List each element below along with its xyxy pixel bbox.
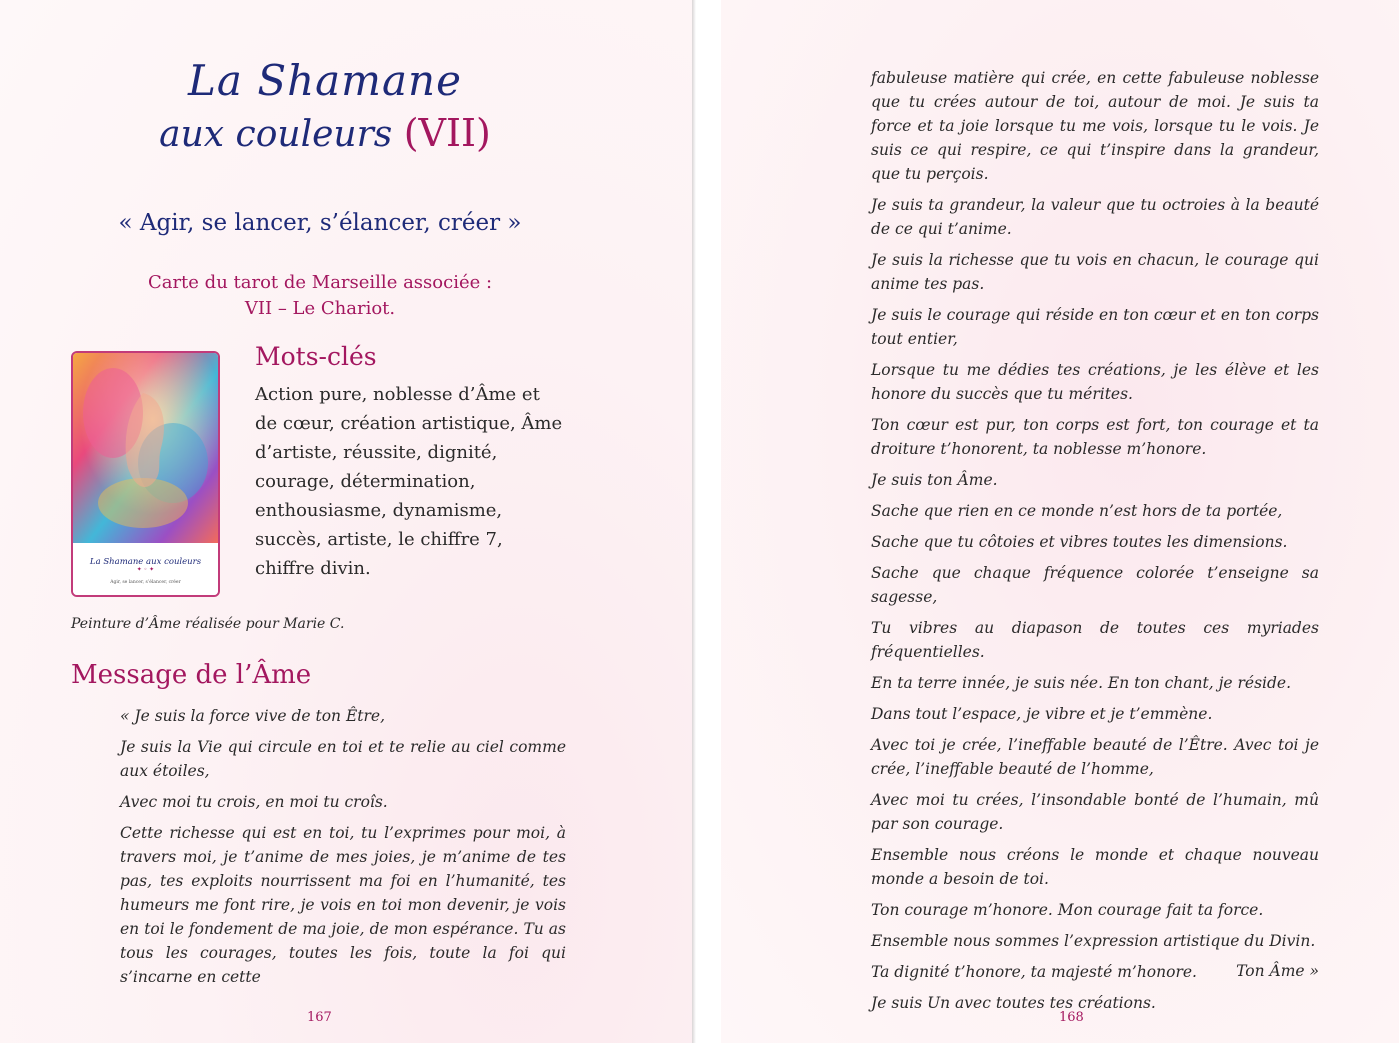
message-paragraph: Ta dignité t’honore, ta majesté m’honore.: [871, 963, 1197, 981]
message-paragraph: Lorsque tu me dédies tes créations, je les élève et les honore du succès que tu mérites.: [871, 361, 1319, 403]
message-paragraph: Sache que chaque fréquence colorée t’enseigne sa sagesse,: [871, 564, 1319, 606]
message-paragraph: « Je suis la force vive de ton Être,: [120, 707, 385, 725]
signature: Ton Âme »: [1236, 962, 1319, 980]
message-paragraph: Je suis la Vie qui circule en toi et te relie au ciel comme aux étoiles,: [120, 738, 566, 780]
svg-text:✦ ◦ ✦: ✦ ◦ ✦: [136, 566, 155, 573]
painting-caption: Peinture d’Âme réalisée pour Marie C.: [71, 616, 345, 632]
message-paragraph: Avec toi je crée, l’ineffable beauté de l’Être. Avec toi je crée, l’ineffable beauté de l’homme,: [871, 736, 1319, 778]
message-paragraph: Tu vibres au diapason de toutes ces myriades fréquentielles.: [871, 619, 1319, 661]
motto: « Agir, se lancer, s’élancer, créer »: [118, 210, 522, 236]
message-paragraph: Je suis la richesse que tu vois en chacun, le courage qui anime tes pas.: [871, 251, 1319, 293]
message-text-right: [871, 66, 1319, 1022]
message-paragraph: Je suis Un avec toutes tes créations.: [871, 994, 1156, 1012]
keywords-title: Mots-clés: [255, 342, 377, 371]
message-paragraph: Sache que tu côtoies et vibres toutes les dimensions.: [871, 533, 1288, 551]
message-title: Message de l’Âme: [71, 660, 312, 690]
tarot-association: [0, 270, 640, 322]
title-script: aux couleurs: [159, 114, 393, 155]
keywords-text: Action pure, noblesse d’Âme et de cœur, création artistique, Âme d’artiste, réussite, dignité, courage, détermination, enthousiasme, dynamisme, succès, artiste, le chiffre 7, chiffre divin.: [255, 384, 563, 579]
card-painting: [73, 353, 218, 595]
card-subtitle: Agir, se lancer, s’élancer, créer: [110, 580, 181, 585]
message-paragraph: Ton courage m’honore. Mon courage fait ta force.: [871, 901, 1264, 919]
left-page: [0, 0, 692, 1043]
message-paragraph: Je suis ta grandeur, la valeur que tu octroies à la beauté de ce qui t’anime.: [871, 196, 1319, 238]
message-paragraph: Ensemble nous créons le monde et chaque nouveau monde a besoin de toi.: [871, 846, 1319, 888]
card-title: La Shamane aux couleurs: [89, 557, 202, 567]
message-paragraph: Ton cœur est pur, ton corps est fort, ton courage et ta droiture t’honorent, ta noblesse m’honore.: [871, 416, 1319, 458]
message-paragraph: Je suis ton Âme.: [871, 471, 998, 489]
message-paragraph: Ensemble nous sommes l’expression artistique du Divin.: [871, 932, 1316, 950]
message-paragraph: Je suis le courage qui réside en ton cœur et en ton corps tout entier,: [871, 306, 1319, 348]
title-number: (VII): [403, 111, 491, 155]
message-paragraph: Avec moi tu crées, l’insondable bonté de l’humain, mû par son courage.: [871, 791, 1319, 833]
tarot-line-1: Carte du tarot de Marseille associée :: [147, 272, 493, 293]
page-title: [0, 56, 640, 155]
message-paragraph: Dans tout l’espace, je vibre et je t’emmène.: [871, 705, 1213, 723]
message-paragraph: Sache que rien en ce monde n’est hors de ta portée,: [871, 502, 1283, 520]
message-paragraph: Cette richesse qui est en toi, tu l’exprimes pour moi, à travers moi, je t’anime de mes joies, je m’anime de tes pas, tes exploits nourrissent ma foi en l’humanité, tes humeurs me font rire, je vois en toi mon devenir, je vois en toi le fondement de ma joie, de mon espérance. Tu as tous les courages, toutes les fois, toute la foi qui s’incarne en cette: [120, 824, 566, 986]
page-number: 168: [1059, 1010, 1084, 1025]
title-line-1: La Shamane: [188, 56, 462, 105]
page-number: 167: [307, 1010, 332, 1025]
message-paragraph: Avec moi tu crois, en moi tu croîs.: [120, 793, 388, 811]
tarot-line-2: VII – Le Chariot.: [244, 298, 396, 319]
right-page: [721, 0, 1399, 1043]
message-paragraph: fabuleuse matière qui crée, en cette fabuleuse noblesse que tu crées autour de toi, autour de moi. Je suis ta force et ta joie lorsque tu me vois, lorsque tu le vois. Je suis ce qui respire, ce qui t’inspire dans la grandeur, que tu perçois.: [871, 69, 1319, 183]
card-illustration: [71, 351, 220, 597]
message-paragraph: En ta terre innée, je suis née. En ton chant, je réside.: [871, 674, 1292, 692]
title-line-2: [10, 111, 640, 155]
book-gutter: [692, 0, 721, 1043]
message-text-left: [120, 704, 566, 996]
